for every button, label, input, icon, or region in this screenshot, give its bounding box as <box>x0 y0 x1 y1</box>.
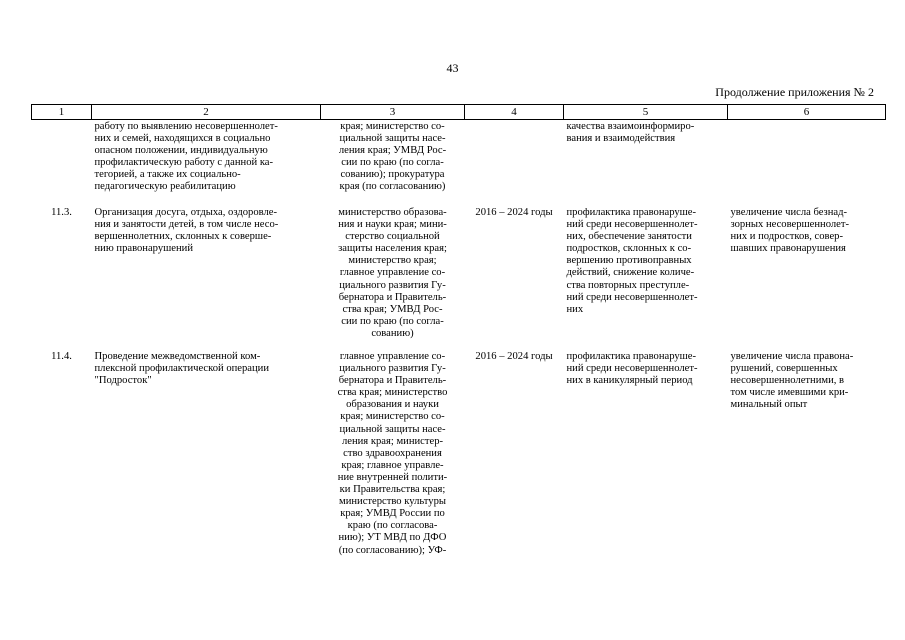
executors-cell: министерство образова- ния и науки края; мини- стерство социальной защиты населения края; министерство края; главное управление со- циального развития Гу- бернатора и Правитель- ства края; УМВД Рос- сии по краю (по согла- сованию) <box>338 207 447 339</box>
column-header-2: 2 <box>92 105 321 120</box>
action-cell: работу по выявлению несовершеннолет- них и семей, находящихся в социально опасном положении, индивидуальную профилактическую работу с данной ка- тегорией, а также их социально- педагогическую реабилитацию <box>94 121 278 193</box>
result-cell: профилактика правонаруше- ний среди несовершеннолет- них в каникулярный период <box>566 351 698 387</box>
column-header-3: 3 <box>321 105 465 120</box>
item-number <box>32 120 92 208</box>
header-row <box>32 105 886 120</box>
item-number: 11.4. <box>51 351 72 362</box>
page-number: 43 <box>446 61 459 75</box>
indicator-cell <box>728 120 886 208</box>
period-cell <box>465 120 564 208</box>
continuation-label: Продолжение приложения № 2 <box>715 85 874 99</box>
period-cell: 2016 – 2024 годы <box>475 351 553 362</box>
executors-cell: края; министерство со- циальной защиты насе- ления края; УМВД Рос- сии по краю (по согла- сованию); прокуратура края (по согласованию) <box>338 121 447 193</box>
table-row <box>32 349 886 557</box>
program-table <box>31 104 886 557</box>
column-header-4: 4 <box>465 105 564 120</box>
indicator-cell: увеличение числа безнад- зорных несовершеннолет- них и подростков, совер- шавших правонарушения <box>730 207 850 255</box>
period-cell: 2016 – 2024 годы <box>475 207 553 218</box>
column-header-5: 5 <box>564 105 728 120</box>
column-header-6: 6 <box>728 105 886 120</box>
item-number: 11.3. <box>51 207 72 218</box>
action-cell: Проведение межведомственной ком- плексной профилактической операции "Подросток" <box>94 351 270 387</box>
result-cell: качества взаимоинформиро- вания и взаимодействия <box>566 121 695 145</box>
action-cell: Организация досуга, отдыха, оздоровле- ния и занятости детей, в том числе несо- вершеннолетних, склонных к соверше- нию правонарушений <box>94 207 279 255</box>
executors-cell: главное управление со- циального развития Гу- бернатора и Правитель- ства края; министерство образования и науки края; министерство со- циальной защиты насе- ления края; министер- ство здравоохранения края; главное управле- ние внутренней полити- ки Правительства края; министерство культуры края; УМВД России по краю (по согласова- нию); УТ МВД по ДФО (по согласованию); УФ- <box>337 351 448 556</box>
indicator-cell: увеличение числа правона- рушений, совершенных несовершеннолетними, в том числе имевшими кри- минальный опыт <box>730 351 854 411</box>
table-row <box>32 207 886 349</box>
table-row <box>32 120 886 208</box>
result-cell: профилактика правонаруше- ний среди несовершеннолет- них, обеспечение занятости подростков, склонных к со- вершению противоправных действий, снижение количе- ства повторных преступле- ний среди несовершеннолет- них <box>566 207 698 315</box>
column-header-1: 1 <box>32 105 92 120</box>
